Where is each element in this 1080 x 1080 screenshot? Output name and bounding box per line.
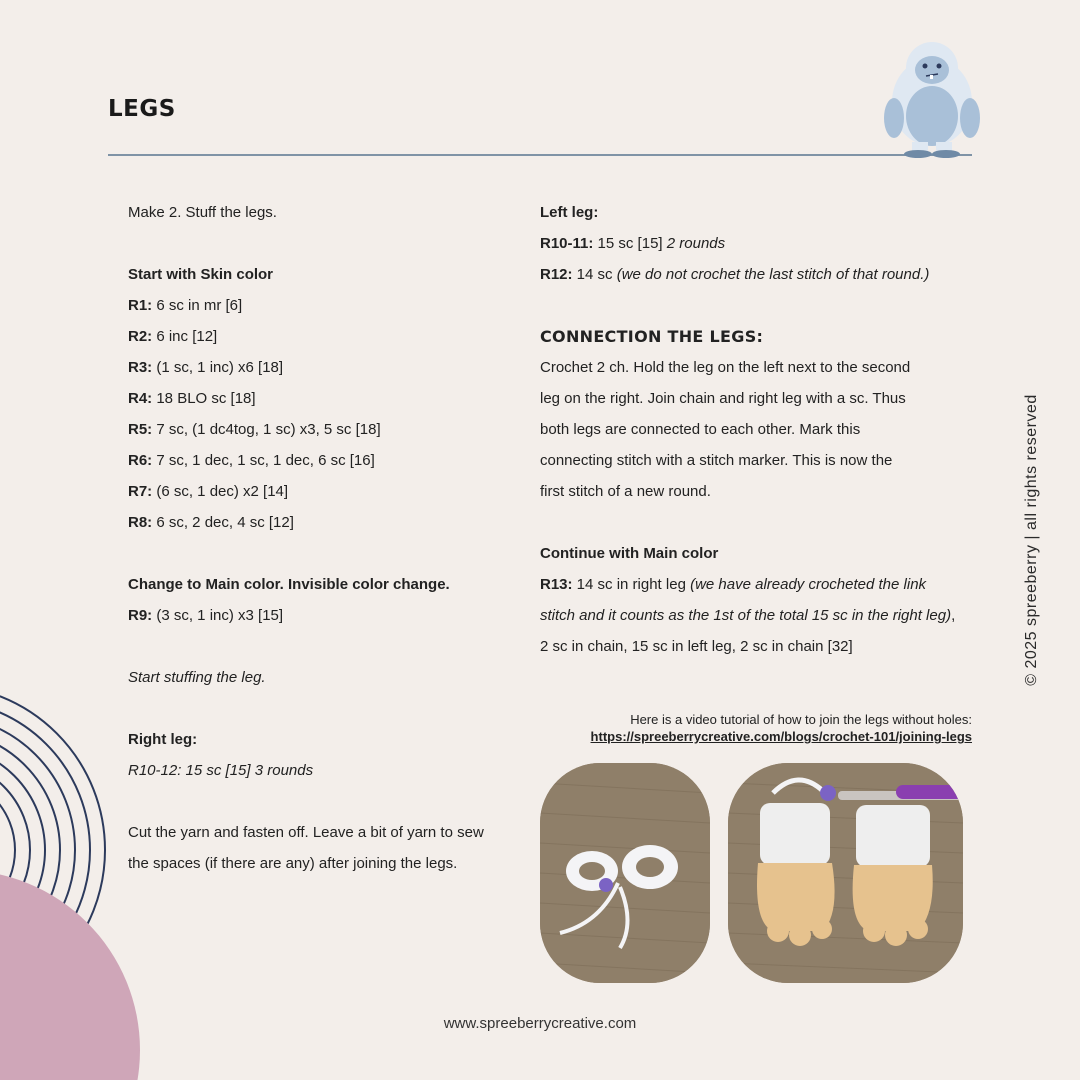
round-row	[128, 321, 518, 352]
round-label: R4:	[128, 390, 153, 407]
intro-text: Make 2. Stuff the legs.	[128, 204, 277, 221]
round-row	[128, 290, 518, 321]
round-label: R3:	[128, 359, 153, 376]
round-note: 2 rounds	[666, 235, 726, 252]
round-row	[128, 507, 518, 538]
connection-line: leg on the right. Join chain and right leg with a sc. Thus	[540, 390, 906, 407]
round-text: (3 sc, 1 inc) x3 [15]	[152, 607, 284, 624]
photo-joined-legs-image	[540, 763, 710, 983]
round-label: R8:	[128, 514, 153, 531]
round-row	[128, 600, 518, 631]
round-text: 14 sc	[572, 266, 617, 283]
round-row	[128, 414, 518, 445]
photo-two-legs	[728, 763, 963, 983]
round-row	[540, 569, 960, 600]
round-label: R12:	[540, 266, 573, 283]
round-label: R2:	[128, 328, 153, 345]
left-column	[128, 197, 518, 879]
continue-heading: Continue with Main color	[540, 545, 719, 562]
connection-line: both legs are connected to each other. Mark this	[540, 421, 861, 438]
round-text: 6 sc in mr [6]	[152, 297, 243, 314]
round-label: R13:	[540, 576, 573, 593]
round-label: R7:	[128, 483, 153, 500]
round-row	[128, 445, 518, 476]
connection-line: Crochet 2 ch. Hold the leg on the left next to the second	[540, 359, 911, 376]
connection-line: connecting stitch with a stitch marker. This is now the	[540, 452, 893, 469]
connection-heading: CONNECTION THE LEGS:	[540, 327, 764, 346]
stuffing-note: Start stuffing the leg.	[128, 669, 266, 686]
cut-yarn-line: Cut the yarn and fasten off. Leave a bit of yarn to sew	[128, 824, 484, 841]
footer-website[interactable]: www.spreeberrycreative.com	[443, 1015, 637, 1032]
round-note: stitch and it counts as the 1st of the total 15 sc in the right leg)	[540, 607, 952, 624]
round-row	[128, 383, 518, 414]
color-change-heading: Change to Main color. Invisible color change.	[128, 576, 450, 593]
round-text: 7 sc, 1 dec, 1 sc, 1 dec, 6 sc [16]	[152, 452, 375, 469]
video-intro: Here is a video tutorial of how to join the legs without holes:	[630, 712, 972, 727]
round-note: (we do not crochet the last stitch of that round.)	[616, 266, 930, 283]
round-row	[540, 259, 960, 290]
connection-line: first stitch of a new round.	[540, 483, 711, 500]
round-row: 2 sc in chain, 15 sc in left leg, 2 sc in chain [32]	[540, 638, 853, 655]
round-row	[128, 476, 518, 507]
round-label: R5:	[128, 421, 153, 438]
right-leg-rounds: R10-12: 15 sc [15] 3 rounds	[128, 762, 314, 779]
left-leg-heading: Left leg:	[540, 204, 599, 221]
right-leg-heading: Right leg:	[128, 731, 198, 748]
round-text: 15 sc [15]	[593, 235, 667, 252]
round-text: 7 sc, (1 dc4tog, 1 sc) x3, 5 sc [18]	[152, 421, 381, 438]
cut-yarn-line: the spaces (if there are any) after joining the legs.	[128, 855, 458, 872]
round-label: R9:	[128, 607, 153, 624]
round-text: (1 sc, 1 inc) x6 [18]	[152, 359, 284, 376]
round-text: ,	[951, 607, 956, 624]
round-text: 6 sc, 2 dec, 4 sc [12]	[152, 514, 294, 531]
yeti-illustration	[880, 30, 984, 158]
round-text: 14 sc in right leg	[572, 576, 691, 593]
photo-two-legs-image	[728, 763, 963, 983]
round-note: (we have already crocheted the link	[690, 576, 927, 593]
page-title: LEGS	[108, 96, 176, 122]
round-row	[128, 352, 518, 383]
round-label: R10-11:	[540, 235, 594, 252]
right-column	[540, 197, 960, 662]
round-label: R6:	[128, 452, 153, 469]
round-row	[540, 600, 960, 631]
round-row	[540, 228, 960, 259]
round-label: R1:	[128, 297, 153, 314]
round-text: 6 inc [12]	[152, 328, 218, 345]
round-text: (6 sc, 1 dec) x2 [14]	[152, 483, 289, 500]
copyright-text: © 2025 spreeberry | all rights reserved	[1023, 394, 1040, 686]
photo-joined-legs	[540, 763, 710, 983]
video-note	[591, 711, 972, 745]
video-link[interactable]: https://spreeberrycreative.com/blogs/crochet-101/joining-legs	[590, 729, 972, 744]
title-divider	[108, 154, 972, 156]
start-heading: Start with Skin color	[128, 266, 274, 283]
round-text: 18 BLO sc [18]	[152, 390, 256, 407]
